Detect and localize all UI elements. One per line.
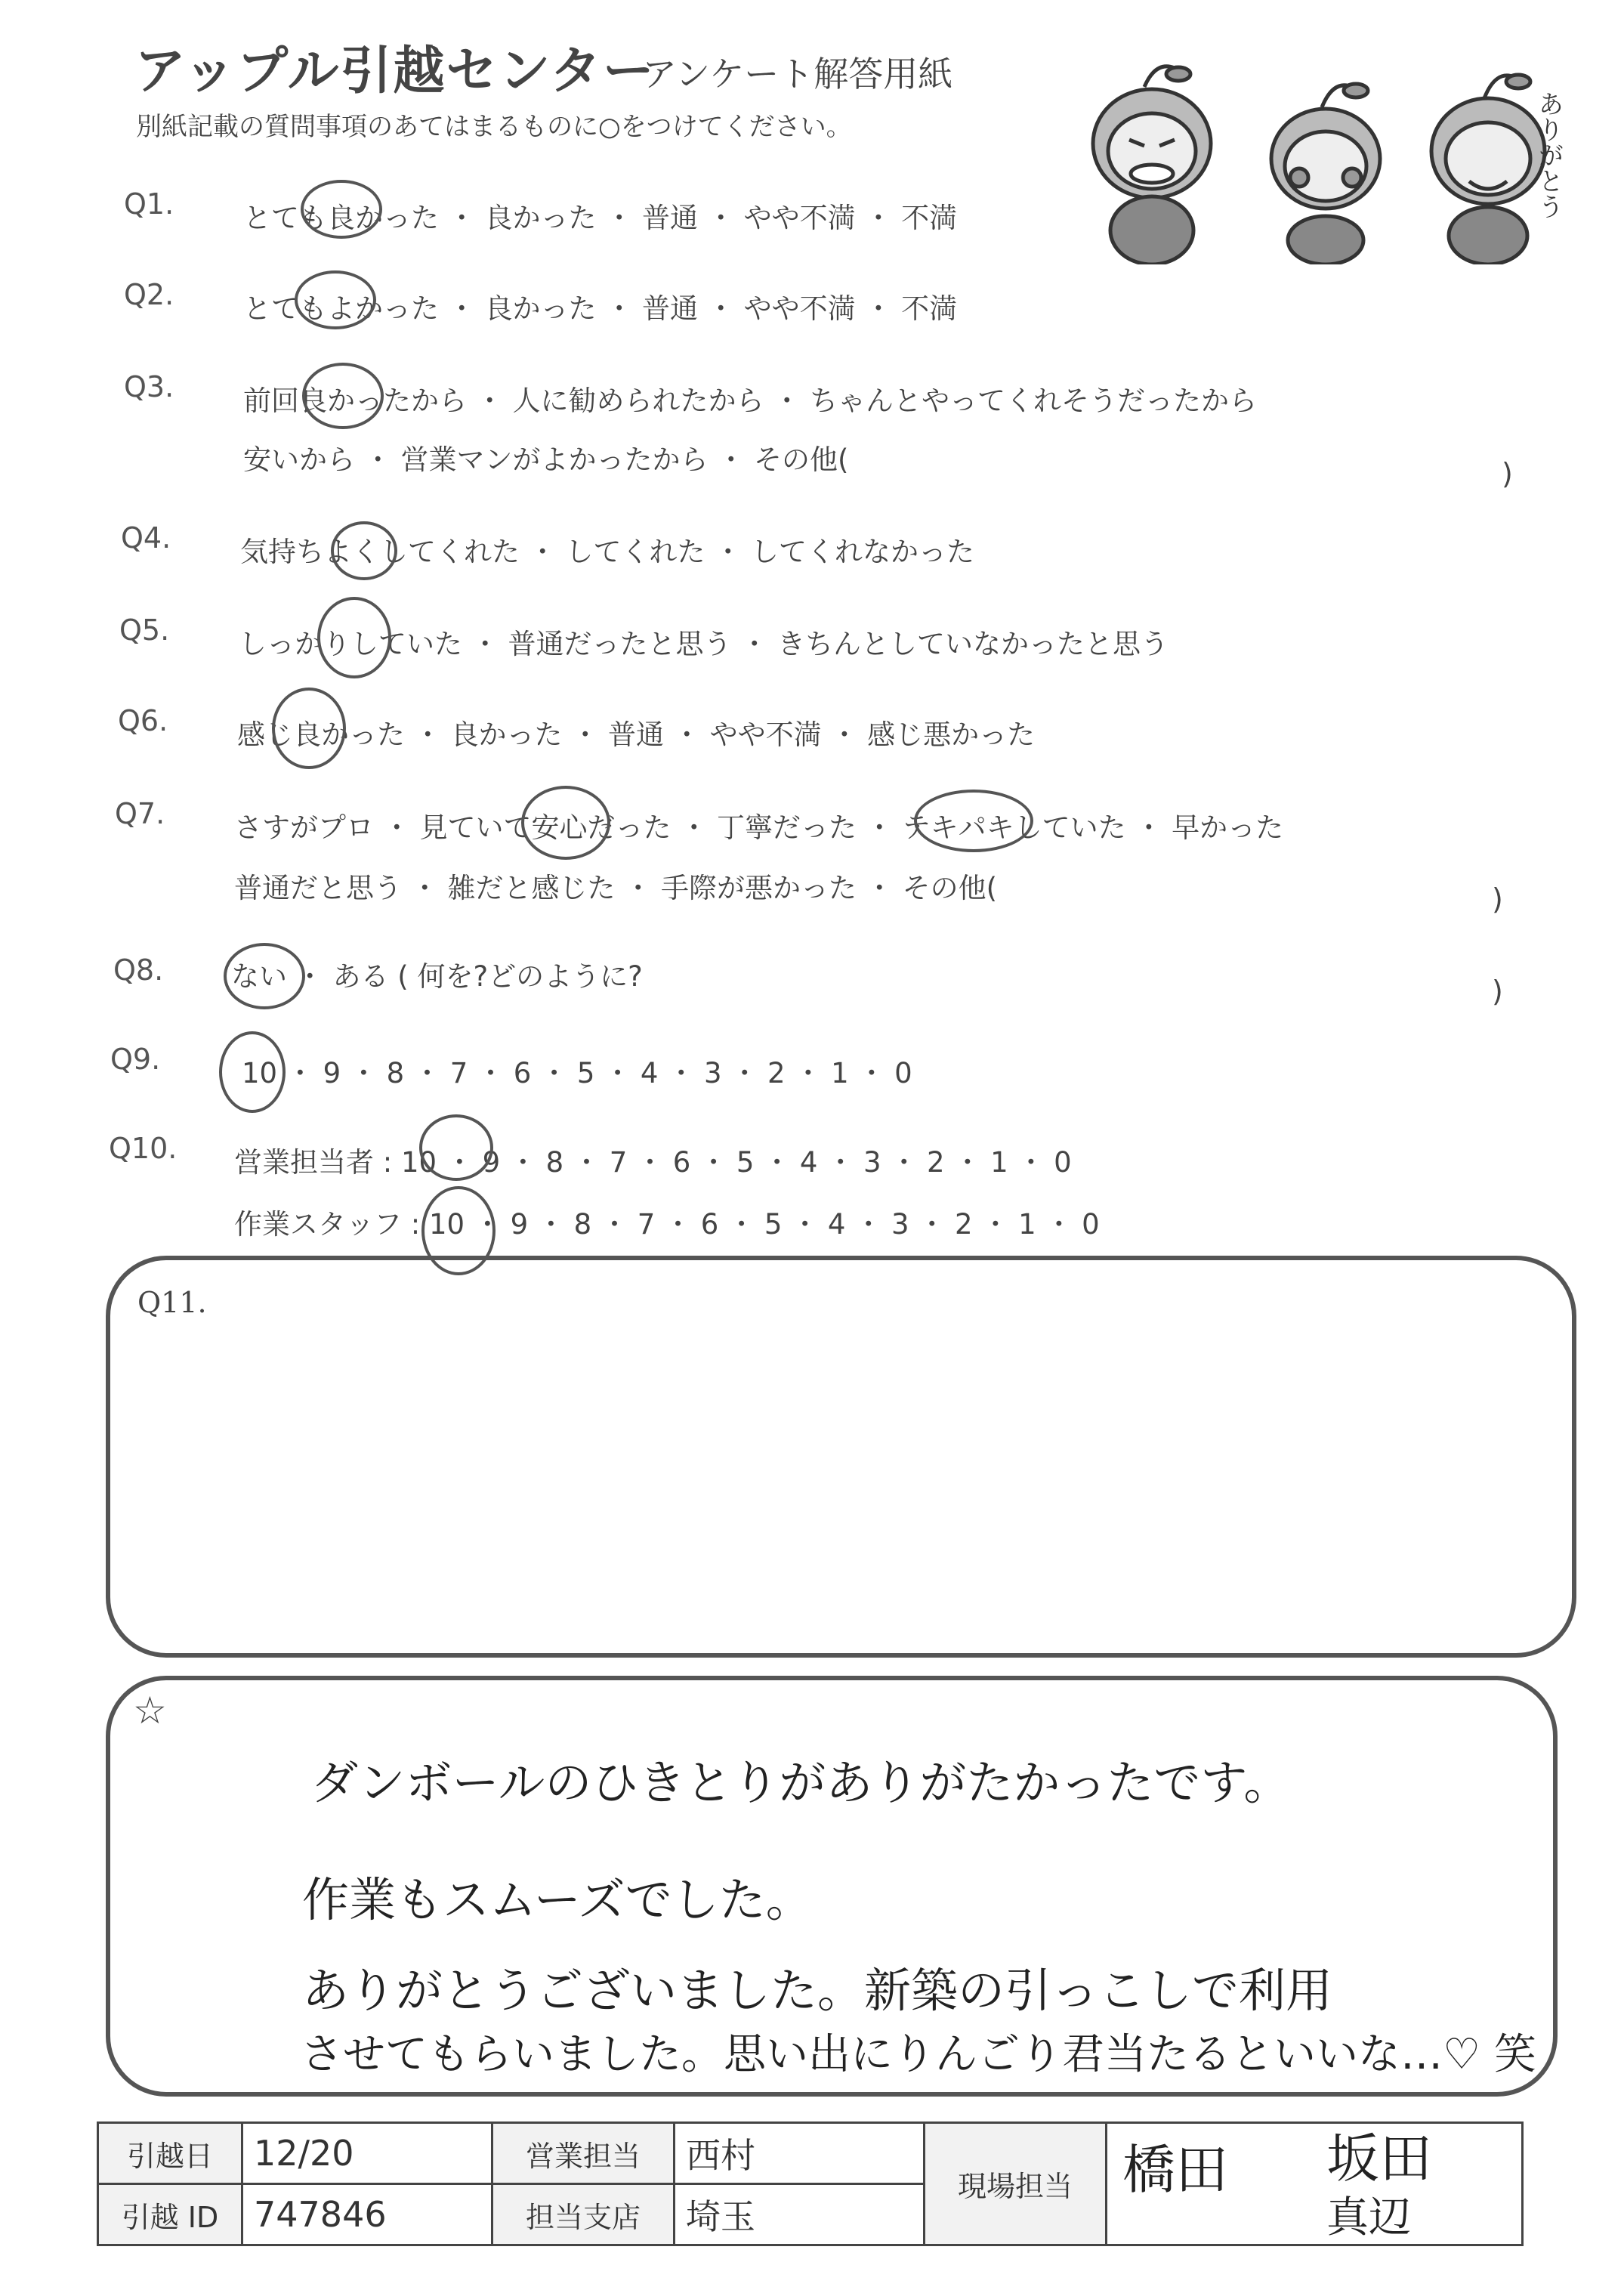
sales-rep-value: 西村 bbox=[675, 2123, 925, 2184]
instruction-text: 別紙記載の質問事項のあてはまるものに○をつけてください。 bbox=[136, 112, 852, 142]
question-number: Q3. bbox=[124, 370, 174, 403]
handwritten-comment-line: ありがとうございました。新築の引っこしで利用 bbox=[302, 1963, 1333, 2018]
question-options: 作業スタッフ : 10 ・ 9 ・ 8 ・ 7 ・ 6 ・ 5 ・ 4 ・ 3 ・ 2 ・ 1 ・ 0 bbox=[234, 1208, 1100, 1241]
close-paren: ) bbox=[1502, 457, 1513, 490]
question-number: Q8. bbox=[113, 953, 164, 987]
answer-circle-mark bbox=[317, 597, 391, 678]
question-options: 前回良かったから ・ 人に勧められたから ・ ちゃんとやってくれそうだったから bbox=[243, 385, 1258, 417]
handwritten-comment-line: ダンボールのひきとりがありがたかったです。 bbox=[311, 1755, 1291, 1810]
handwritten-comment-line: 作業もスムーズでした。 bbox=[302, 1872, 813, 1927]
answer-circle-mark bbox=[301, 180, 382, 239]
move-id-value: 747846 bbox=[242, 2184, 492, 2245]
field-staff-name: 坂田 bbox=[1326, 2128, 1432, 2189]
star-icon: ☆ bbox=[133, 1689, 167, 1732]
branch-value: 埼玉 bbox=[675, 2184, 925, 2245]
question-number: Q7. bbox=[115, 797, 165, 830]
handwritten-comment-line: させてもらいました。思い出にりんごり君当たるといいな…♡ 笑 bbox=[301, 2030, 1537, 2079]
answer-circle-mark bbox=[331, 521, 397, 580]
q11-comment-box bbox=[106, 1256, 1576, 1658]
question-options: 営業担当者 : 10 ・ 9 ・ 8 ・ 7 ・ 6 ・ 5 ・ 4 ・ 3 ・ 2 ・ 1 ・ 0 bbox=[234, 1146, 1072, 1179]
question-options: とても良かった ・ 良かった ・ 普通 ・ やや不満 ・ 不満 bbox=[243, 202, 958, 234]
question-options: さすがプロ ・ 見ていて安心だった ・ 丁寧だった ・ テキパキしていた ・ 早かった bbox=[234, 811, 1284, 844]
close-paren: ) bbox=[1492, 882, 1503, 916]
answer-circle-mark bbox=[295, 270, 376, 329]
answer-circle-mark bbox=[224, 943, 305, 1009]
move-info-table bbox=[97, 2121, 1524, 2246]
question-options: 10 ・ 9 ・ 8 ・ 7 ・ 6 ・ 5 ・ 4 ・ 3 ・ 2 ・ 1 ・ 0 bbox=[242, 1057, 912, 1089]
sales-rep-label: 営業担当 bbox=[492, 2123, 675, 2184]
answer-circle-mark bbox=[219, 1031, 286, 1113]
question-number: Q5. bbox=[119, 613, 170, 647]
question-options: 気持ちよくしてくれた ・ してくれた ・ してくれなかった bbox=[240, 536, 975, 568]
answer-circle-mark bbox=[521, 786, 610, 860]
field-staff-cell bbox=[1107, 2123, 1523, 2245]
answer-circle-mark bbox=[302, 363, 384, 429]
field-staff-name: 橋田 bbox=[1122, 2139, 1228, 2201]
question-options: とてもよかった ・ 良かった ・ 普通 ・ やや不満 ・ 不満 bbox=[243, 292, 958, 325]
question-options: 普通だと思う ・ 雑だと感じた ・ 手際が悪かった ・ その他( bbox=[234, 872, 998, 904]
field-staff-name: 真辺 bbox=[1326, 2193, 1411, 2242]
question-number: Q10. bbox=[109, 1132, 178, 1165]
form-title: アップル引越センター bbox=[134, 42, 656, 101]
question-number: Q4. bbox=[121, 521, 171, 555]
answer-circle-mark bbox=[272, 688, 346, 769]
question-number: Q1. bbox=[124, 187, 174, 221]
answer-circle-mark bbox=[914, 790, 1033, 852]
answer-circle-mark bbox=[419, 1114, 493, 1181]
move-date-label: 引越日 bbox=[98, 2123, 242, 2184]
question-number: Q6. bbox=[118, 704, 168, 737]
question-number: Q9. bbox=[110, 1043, 161, 1076]
question-options: ない ・ ある ( 何を?どのように? bbox=[231, 960, 643, 993]
branch-label: 担当支店 bbox=[492, 2184, 675, 2245]
question-options: 感じ良かった ・ 良かった ・ 普通 ・ やや不満 ・ 感じ悪かった bbox=[237, 718, 1036, 751]
close-paren: ) bbox=[1492, 975, 1503, 1008]
field-staff-label: 現場担当 bbox=[925, 2123, 1107, 2245]
question-options: しっかりしていた ・ 普通だったと思う ・ きちんとしていなかったと思う bbox=[239, 628, 1169, 660]
move-id-label: 引越 ID bbox=[98, 2184, 242, 2245]
question-options: 安いから ・ 営業マンがよかったから ・ その他( bbox=[243, 443, 849, 476]
mascot-illustration bbox=[1065, 45, 1579, 264]
q11-label: Q11. bbox=[137, 1286, 207, 1319]
move-date-value: 12/20 bbox=[242, 2123, 492, 2184]
question-number: Q2. bbox=[124, 278, 174, 311]
form-subtitle: アンケート解答用紙 bbox=[642, 54, 953, 94]
mascot-badge-text: ありがとう bbox=[1533, 91, 1564, 219]
